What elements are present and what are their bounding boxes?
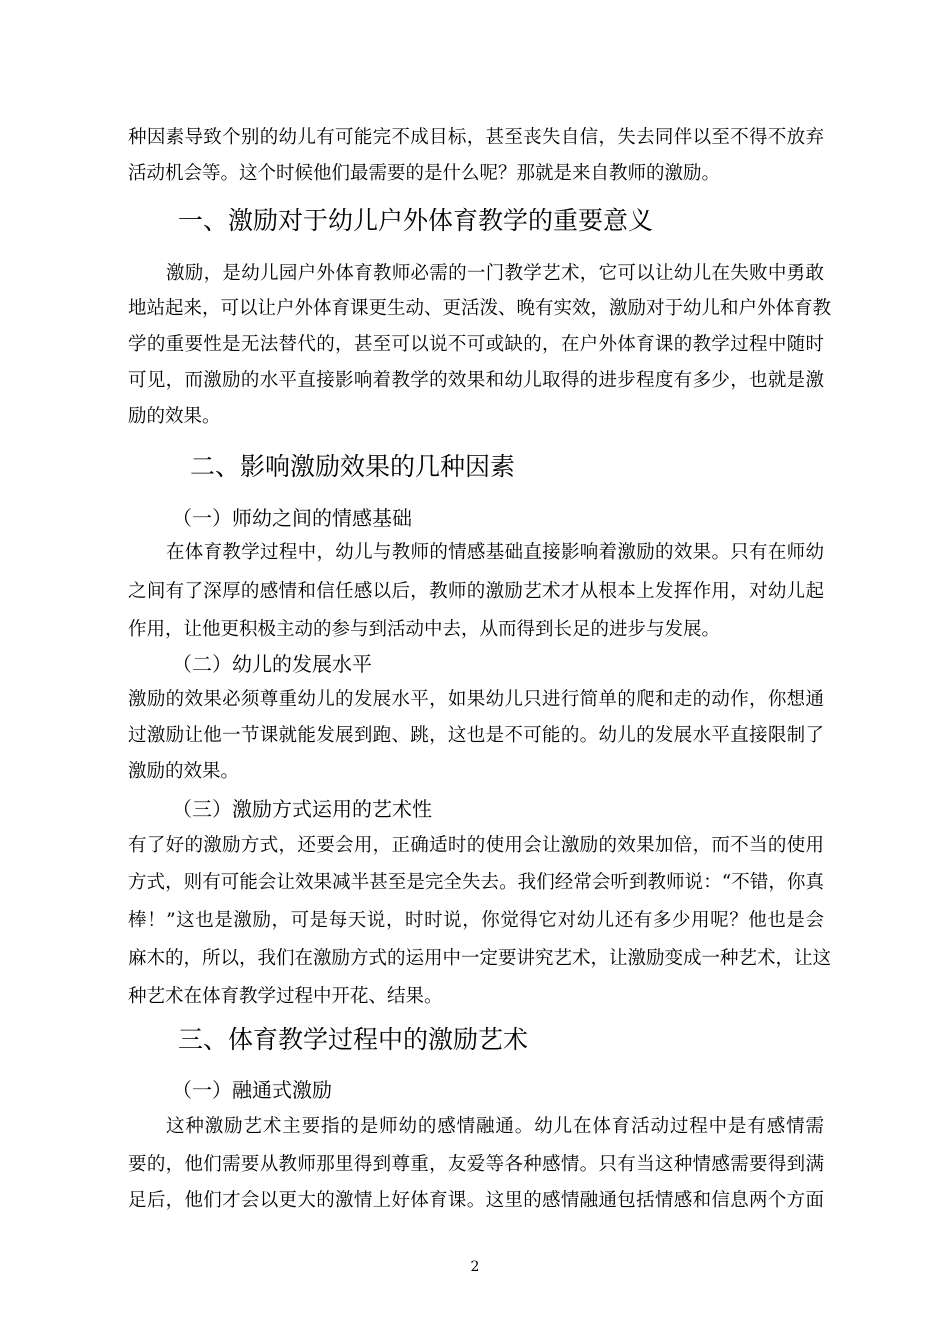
section3-sub1-heading: （一）融通式激励 [172, 1078, 332, 1102]
section2-sub2-line-1: 激励的效果必须尊重幼儿的发展水平，如果幼儿只进行简单的爬和走的动作，你想通 [128, 689, 824, 710]
section2-sub1-line-3: 作用，让他更积极主动的参与到活动中去，从而得到长足的进步与发展。 [128, 619, 721, 640]
section2-sub2-heading: （二）幼儿的发展水平 [172, 652, 372, 676]
section2-sub1-line-2: 之间有了深厚的感情和信任感以后，教师的激励艺术才从根本上发挥作用，对幼儿起 [128, 581, 824, 602]
section3-sub1-line-2: 要的，他们需要从教师那里得到尊重，友爱等各种感情。只有当这种情感需要得到满 [128, 1154, 824, 1175]
section1-line-5: 励的效果。 [128, 406, 221, 427]
section1-line-3: 学的重要性是无法替代的，甚至可以说不可或缺的，在户外体育课的教学过程中随时 [128, 334, 824, 355]
section1-line-2: 地站起来，可以让户外体育课更生动、更活泼、晚有实效，激励对于幼儿和户外体育教 [128, 298, 832, 319]
section3-sub1-line-1: 这种激励艺术主要指的是师幼的感情融通。幼儿在体育活动过程中是有感情需 [166, 1116, 824, 1137]
section2-sub3-heading: （三）激励方式运用的艺术性 [172, 797, 432, 821]
section2-sub3-line-3: 棒！”这也是激励，可是每天说，时时说，你觉得它对幼儿还有多少用呢？他也是会 [128, 910, 824, 931]
section1-line-4: 可见，而激励的水平直接影响着教学的效果和幼儿取得的进步程度有多少，也就是激 [128, 370, 824, 391]
section3-heading: 三、体育教学过程中的激励艺术 [178, 1025, 529, 1054]
section1-heading: 一、激励对于幼儿户外体育教学的重要意义 [178, 206, 654, 235]
intro-line-1: 种因素导致个别的幼儿有可能完不成目标，甚至丧失自信，失去同伴以至不得不放弃 [128, 127, 824, 148]
section2-sub3-line-4: 麻木的，所以，我们在激励方式的运用中一定要讲究艺术，让激励变成一种艺术，让这 [128, 948, 832, 969]
section2-sub1-heading: （一）师幼之间的情感基础 [172, 506, 412, 530]
section2-sub3-line-5: 种艺术在体育教学过程中开花、结果。 [128, 986, 443, 1007]
section2-sub3-line-1: 有了好的激励方式，还要会用，正确适时的使用会让激励的效果加倍，而不当的使用 [128, 835, 824, 856]
section2-sub1-line-1: 在体育教学过程中，幼儿与教师的情感基础直接影响着激励的效果。只有在师幼 [166, 542, 824, 563]
section2-heading: 二、影响激励效果的几种因素 [190, 452, 516, 481]
section3-sub1-line-3: 足后，他们才会以更大的激情上好体育课。这里的感情融通包括情感和信息两个方面 [128, 1190, 824, 1211]
section2-sub3-line-2: 方式，则有可能会让效果减半甚至是完全失去。我们经常会听到教师说：“不错，你真 [128, 872, 824, 893]
section1-line-1: 激励，是幼儿园户外体育教师必需的一门教学艺术，它可以让幼儿在失败中勇敢 [166, 263, 824, 284]
section2-sub2-line-2: 过激励让他一节课就能发展到跑、跳，这也是不可能的。幼儿的发展水平直接限制了 [128, 725, 824, 746]
section2-sub2-line-3: 激励的效果。 [128, 761, 240, 782]
page-number: 2 [470, 1259, 480, 1275]
intro-line-2: 活动机会等。这个时候他们最需要的是什么呢？那就是来自教师的激励。 [128, 163, 721, 184]
